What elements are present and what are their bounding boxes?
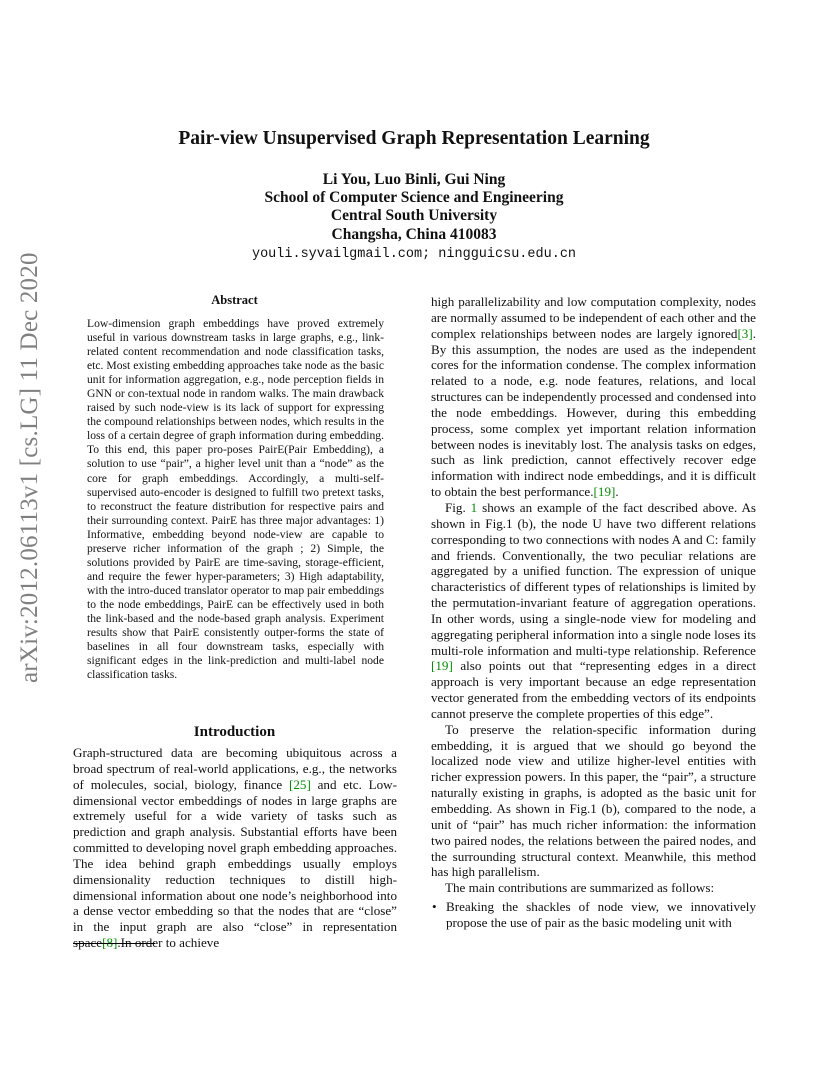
intro-text-c: .In order to achieve	[117, 935, 220, 951]
right-paragraph-1	[431, 294, 756, 500]
right-paragraph-2	[431, 500, 756, 722]
author-emails: youli.syvailgmail.com; ningguicsu.edu.cn	[251, 247, 577, 262]
abstract-heading: Abstract	[211, 293, 258, 307]
citation-link[interactable]: [8]	[102, 935, 118, 951]
contributions-list	[431, 899, 756, 931]
text-run: shows an example of the fact described above. As shown in Fig.1 (b), the node U have two different relations corresponding to two connections with nodes A and C: family and friends. Conventionally, the two peculiar relations are aggregated by a unified function. The expression of unique characteristics of different types of relationships is limited by the permutation-invariant feature of aggregation operations. In other words, using a single-node view for modeling and aggregating peripheral information into a single node loses its multi-role information and multi-type relationship. Reference	[431, 499, 756, 658]
text-run: also points out that “representing edges in a direct approach is very important because an edge representation vector generated from the embedding vectors of its endpoints cannot preserve the complete properties of this edge”.	[431, 658, 756, 721]
abstract-text: Low-dimension graph embeddings have proved extremely useful in various downstream tasks in large graphs, e.g., link-related content recommendation and node classification tasks, etc. Most existing embedding approaches take node as the basic unit for information aggregation, e.g., node perception fields in GNN or con-textual node in random walks. The main drawback raised by such node-view is its lack of support for expressing the compound relationships between nodes, which results in the loss of a certain degree of graph information during embedding. To this end, this paper pro-poses PairE(Pair Embedding), a solution to use “pair”, a higher level unit than a “node” as the core for graph embeddings. Accordingly, a multi-self-supervised auto-encoder is designed to fulfill two pretext tasks, to reconstruct the feature distribution for respective pairs and their surrounding context. PairE has three major advantages: 1) Informative, embedding beyond node-view are capable to preserve richer information of the graph ; 2) Simple, the solutions provided by PairE are time-saving, storage-efficient, and require the fewer hyper-parameters; 3) High adaptability, with the intro-duced translator operator to map pair embeddings to the node embeddings, PairE can be effectively used in both the link-based and the node-based graph analysis. Experiment results show that PairE consistently outper-forms the state of baselines in all four downstream tasks, especially with significant edges in the link-prediction and multi-label node classification tasks.	[87, 317, 384, 682]
list-item-text: Breaking the shackles of node view, we innovatively propose the use of pair as the basic modeling unit with	[446, 899, 756, 930]
citation-link[interactable]: [25]	[289, 776, 311, 792]
list-item	[432, 899, 756, 931]
affiliation-university: Central South University	[330, 207, 498, 224]
text-run: high parallelizability and low computation complexity, nodes are normally assumed to be independent of each other and the complex relationships between nodes are largely ignored	[431, 294, 756, 341]
bullet-icon: •	[432, 899, 437, 915]
affiliation-city: Changsha, China 410083	[331, 226, 497, 243]
citation-link[interactable]: [3]	[737, 325, 753, 341]
right-paragraph-3: To preserve the relation-specific information during embedding, it is argued that we should go beyond the localized node view and utilize higher-level entities with richer expression powers. In this paper, the “pair”, a structure naturally existing in graphs, is adopted as the basic unit for embedding. As shown in Fig.1 (b), compared to the node, a unit of “pair” has much richer information: the information two paired nodes, the relations between the paired nodes, and the surrounding structural context. Meanwhile, this method has high parallelism.	[431, 721, 756, 880]
paper-title: Pair-view Unsupervised Graph Representation Learning	[178, 128, 650, 149]
intro-text-a: Graph-structured data are becoming ubiquitous across a broad spectrum of real-world applications, e.g., the networks of molecules, social, biology, finance	[73, 745, 397, 792]
authors: Li You, Luo Binli, Gui Ning	[322, 171, 506, 188]
text-run: .	[615, 484, 619, 500]
intro-text-b: and etc. Low-dimensional vector embeddings of nodes in large graphs are extremely useful for a wide variety of tasks such as prediction and graph analysis. Substantial efforts have been committed to developing novel graph embedding approaches. The idea behind graph embeddings usually employs dimensionality reduction techniques to distill high-dimensional information about one node’s neighborhood into a dense vector embedding so that the nodes that are “close” in the input graph are also “close” in representation space	[73, 776, 397, 951]
introduction-paragraph	[73, 745, 397, 951]
arxiv-side-label: arXiv:2012.06113v1 [cs.LG] 11 Dec 2020	[16, 252, 43, 683]
figure-link[interactable]: 1	[470, 499, 478, 515]
footnote-rule	[73, 943, 155, 944]
right-paragraph-4: The main contributions are summarized as follows:	[445, 880, 715, 896]
citation-link[interactable]: [19]	[593, 484, 616, 500]
right-column	[431, 294, 756, 931]
text-run: Fig.	[445, 499, 471, 515]
text-run: . By this assumption, the nodes are used as the independent cores for the information condense. The complex information related to a node, e.g. node features, relations, and local structures can be independently processed and condensed into the node embeddings. However, during this embedding process, some complex yet important relation information between nodes is inevitably lost. The analysis tasks on edges, such as link prediction, cannot effectively recover edge information with indirect node embeddings, and it is difficult to obtain the best performance.	[431, 325, 756, 500]
citation-link[interactable]: [19]	[431, 658, 453, 674]
affiliation-school: School of Computer Science and Engineering	[264, 189, 564, 206]
introduction-heading: Introduction	[193, 724, 276, 740]
